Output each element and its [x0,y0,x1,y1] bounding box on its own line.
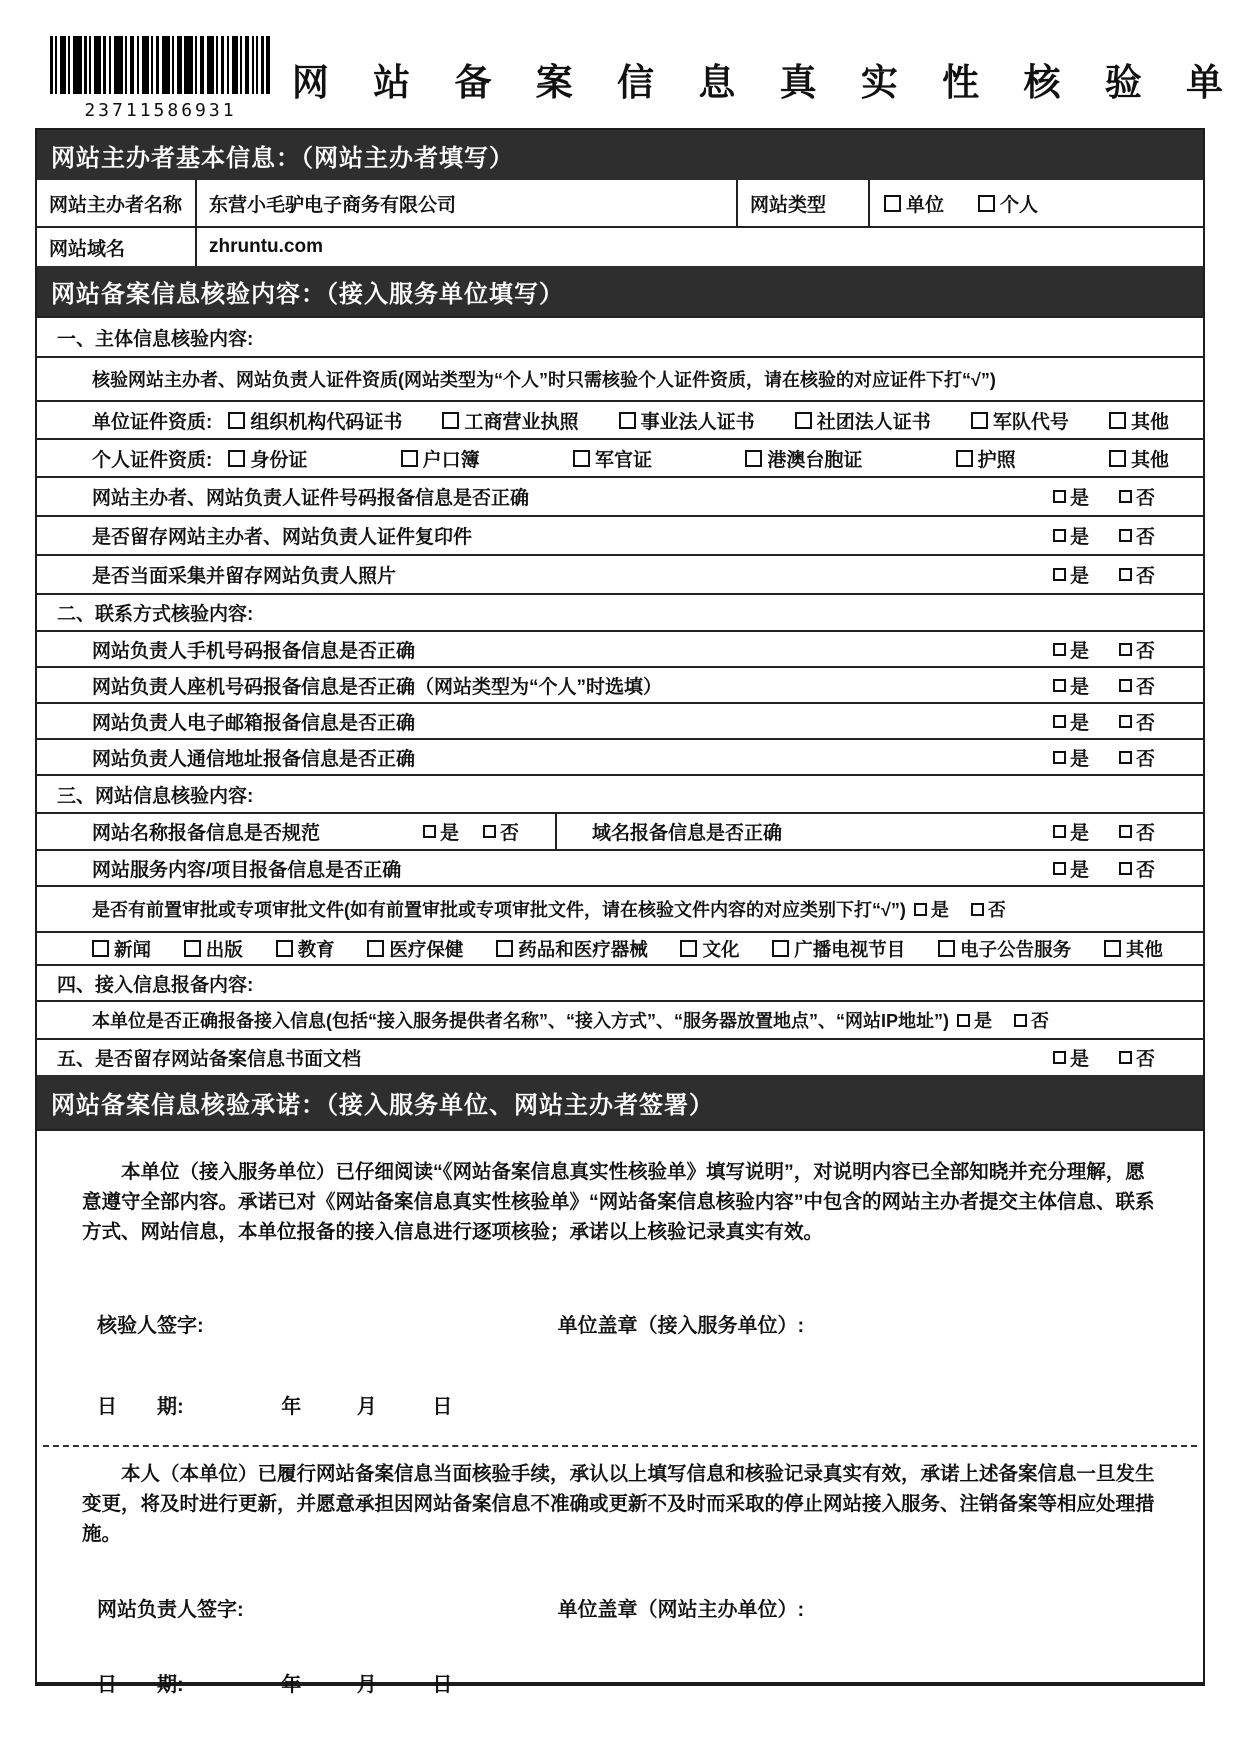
year-label: 年 [281,1396,302,1418]
checkbox-icon[interactable] [1119,1051,1132,1064]
checkbox-icon[interactable] [957,1014,970,1027]
category-checkbox[interactable]: 医疗保健 [367,936,463,962]
row-part1-title [37,316,1203,356]
checkbox-icon[interactable] [1053,490,1066,503]
year-label: 年 [281,1674,302,1696]
row-part2-title [37,593,1203,630]
date-row [37,1668,1203,1697]
yes-checkbox[interactable] [1053,1044,1089,1071]
no-label: 否 [1135,640,1155,662]
row-unit-cert [37,400,1203,438]
row-part3-title [37,774,1203,812]
checkbox-icon[interactable] [1119,751,1132,764]
organizer-name-value[interactable]: 东营小毛驴电子商务有限公司 [209,194,457,216]
checkbox-icon[interactable] [1014,1014,1027,1027]
date-label: 日 期: [97,1674,184,1696]
verification-form-table [35,128,1205,1696]
question-row [37,515,1203,554]
website-type-checkbox[interactable]: 单位 [884,190,944,217]
yes-label: 是 [1069,712,1089,734]
domain-value[interactable]: zhruntu.com [209,236,323,257]
no-checkbox[interactable] [1119,818,1155,845]
no-label: 否 [499,823,519,844]
row-organizer-name [37,180,1203,226]
date-row [37,1390,1203,1419]
category-checkbox[interactable]: 文化 [680,936,739,962]
organizer-seal-label[interactable]: 单位盖章（网站主办单位）: [557,1599,805,1621]
cert-note: 核验网站主办者、网站负责人证件资质(网站类型为“个人”时只需核验个人证件资质，请在核验的对应证件下打“√”) [92,370,996,390]
yes-checkbox[interactable] [1053,708,1089,735]
approval-category-options [92,936,1163,962]
no-label: 否 [1031,1011,1049,1031]
no-checkbox[interactable] [1119,708,1155,735]
personal-cert-checkbox[interactable]: 军官证 [573,445,652,472]
checkbox-icon[interactable] [1053,825,1066,838]
yes-checkbox[interactable] [1053,672,1089,699]
no-checkbox[interactable] [1119,483,1155,510]
no-label: 否 [1135,859,1155,881]
personal-cert-checkbox[interactable]: 户口簿 [401,445,480,472]
website-type-label: 网站类型 [736,180,868,226]
question-row [37,554,1203,593]
unit-cert-checkbox[interactable]: 事业法人证书 [619,407,755,434]
question-label: 网站负责人通信地址报备信息是否正确 [92,748,416,770]
row-approval-categories [37,931,1203,964]
no-checkbox[interactable] [1119,561,1155,588]
no-checkbox[interactable] [1119,1044,1155,1071]
personal-cert-options [212,445,1203,472]
unit-cert-checkbox[interactable]: 社团法人证书 [795,407,931,434]
checkbox-icon[interactable] [483,825,496,838]
row-cert-note [37,356,1203,400]
yes-checkbox[interactable] [1053,522,1089,549]
no-label: 否 [1135,712,1155,734]
isp-seal-label[interactable]: 单位盖章（接入服务单位）: [557,1315,805,1337]
domain-check [557,818,1203,845]
day-label: 日 [432,1674,453,1696]
yes-checkbox[interactable] [423,818,459,845]
checkbox-icon[interactable] [1053,529,1066,542]
checkbox-icon[interactable] [1119,825,1132,838]
website-type-checkbox[interactable]: 个人 [978,190,1038,217]
yes-label: 是 [1069,566,1089,587]
checkbox-icon[interactable] [1119,568,1132,581]
checkbox-icon[interactable] [1119,643,1132,656]
no-label: 否 [1135,676,1155,698]
row-access-question [37,1000,1203,1038]
checkbox-icon[interactable] [1119,715,1132,728]
question-label: 是否有前置审批或专项审批文件(如有前置审批或专项审批文件，请在核验文件内容的对应类别下打“√”) [92,900,906,920]
yes-checkbox[interactable] [1053,855,1089,882]
row-domain [37,226,1203,266]
checkbox-icon[interactable] [1053,679,1066,692]
question-row [37,849,1203,885]
part5-title: 五、是否留存网站备案信息书面文档 [57,1049,362,1070]
yes-label: 是 [1069,640,1089,662]
question-label: 网站负责人手机号码报备信息是否正确 [92,640,416,662]
dashed-divider [43,1445,1197,1447]
no-checkbox[interactable] [483,818,519,845]
row-approval-question [37,885,1203,931]
checkbox-icon[interactable] [971,903,984,916]
no-checkbox[interactable] [1119,744,1155,771]
checkbox-icon[interactable] [1119,490,1132,503]
no-checkbox[interactable] [1119,672,1155,699]
question-label: 网站负责人电子邮箱报备信息是否正确 [92,712,416,734]
checkbox-icon[interactable] [1053,862,1066,875]
category-checkbox[interactable]: 出版 [184,936,243,962]
category-checkbox[interactable]: 药品和医疗器械 [496,936,648,962]
personal-cert-checkbox[interactable]: 护照 [956,445,1016,472]
unit-cert-options [212,407,1203,434]
question-row [37,666,1203,702]
promise-paragraph-2: 本人（本单位）已履行网站备案信息当面核验手续，承认以上填写信息和核验记录真实有效，承诺上述备案信息一旦发生变更，将及时进行更新，并愿意承担因网站备案信息不准确或更新不及时而采取的停止网站接入服务、注销备案等相应处理措施。 [82,1463,1155,1545]
yes-checkbox[interactable] [1053,483,1089,510]
question-label: 网站负责人座机号码报备信息是否正确（网站类型为“个人”时选填） [92,676,663,698]
month-label: 月 [356,1396,377,1418]
checkbox-icon[interactable] [1053,1051,1066,1064]
category-checkbox[interactable]: 广播电视节目 [772,936,905,962]
question-label: 网站主办者、网站负责人证件号码报备信息是否正确 [92,488,530,509]
question-label: 是否当面采集并留存网站负责人照片 [92,566,397,587]
signature-row-verifier [37,1309,1203,1338]
category-checkbox[interactable]: 教育 [276,936,335,962]
personal-cert-checkbox[interactable]: 身份证 [228,445,307,472]
yes-label: 是 [439,823,459,844]
question-row [37,476,1203,515]
no-checkbox[interactable] [1119,855,1155,882]
checkbox-icon[interactable] [1119,862,1132,875]
unit-cert-checkbox[interactable]: 其他 [1109,407,1169,434]
verifier-sign-label[interactable]: 核验人签字: [97,1315,204,1337]
no-label: 否 [1135,1049,1155,1070]
section-header-verify-content: 网站备案信息核验内容：（接入服务单位填写） [37,266,1203,316]
row-part4-title [37,964,1203,1000]
site-manager-sign-label[interactable]: 网站负责人签字: [97,1599,244,1621]
row-part5-question [37,1038,1203,1075]
part3-title: 三、网站信息核验内容: [57,785,254,807]
question-label: 是否留存网站主办者、网站负责人证件复印件 [92,527,473,548]
part4-title: 四、接入信息报备内容: [57,974,254,996]
question-label: 域名报备信息是否正确 [592,823,783,844]
no-label: 否 [1135,566,1155,587]
question-row [37,738,1203,774]
no-label: 否 [1135,527,1155,548]
part2-title: 二、联系方式核验内容: [57,604,254,625]
yes-label: 是 [1069,676,1089,698]
yes-checkbox[interactable] [1053,744,1089,771]
signature-row-site-manager [37,1593,1203,1622]
unit-cert-checkbox[interactable]: 军队代号 [971,407,1069,434]
unit-cert-checkbox[interactable]: 工商营业执照 [442,407,578,434]
checkbox-icon[interactable] [1119,679,1132,692]
date-label: 日 期: [97,1396,184,1418]
no-checkbox[interactable] [1014,1007,1049,1033]
checkbox-icon[interactable] [1119,529,1132,542]
section-header-owner-info: 网站主办者基本信息：（网站主办者填写） [37,130,1203,180]
section-header-promise: 网站备案信息核验承诺：（接入服务单位、网站主办者签署） [37,1075,1203,1129]
yes-checkbox[interactable] [1053,818,1089,845]
yes-checkbox[interactable] [957,1007,992,1033]
no-checkbox[interactable] [971,896,1006,922]
checkbox-icon[interactable] [1053,568,1066,581]
personal-cert-checkbox[interactable]: 其他 [1109,445,1169,472]
barcode-block [45,36,276,121]
yes-label: 是 [1069,823,1089,844]
yes-checkbox[interactable] [914,896,949,922]
yes-label: 是 [1069,748,1089,770]
question-row [37,630,1203,666]
part1-title: 一、主体信息核验内容: [57,328,254,350]
checkbox-icon[interactable] [1053,715,1066,728]
category-checkbox[interactable]: 电子公告服务 [938,936,1071,962]
domain-label: 网站域名 [37,228,197,266]
website-type-options [868,180,1203,226]
no-label: 否 [987,900,1006,920]
personal-cert-label: 个人证件资质: [92,449,213,471]
no-label: 否 [1135,823,1155,844]
month-label: 月 [356,1674,377,1696]
no-checkbox[interactable] [1119,522,1155,549]
barcode-number: 23711586931 [84,100,237,121]
yes-label: 是 [1069,527,1089,548]
page-title: 网 站 备 案 信 息 真 实 性 核 验 单 [291,62,1240,103]
barcode-image [50,36,270,94]
yes-label: 是 [1069,1049,1089,1070]
question-label: 网站服务内容/项目报备信息是否正确 [92,859,402,881]
unit-cert-label: 单位证件资质: [92,411,213,433]
day-label: 日 [432,1396,453,1418]
form-header [0,0,1240,128]
site-name-check [37,814,557,849]
question-label: 本单位是否正确报备接入信息(包括“接入服务提供者名称”、“接入方式”、“服务器放置地点”、“网站IP地址”) [92,1011,949,1031]
category-checkbox[interactable]: 其他 [1104,936,1163,962]
personal-cert-checkbox[interactable]: 港澳台胞证 [745,445,862,472]
row-personal-cert [37,438,1203,476]
checkbox-icon[interactable] [1053,643,1066,656]
yes-checkbox[interactable] [1053,561,1089,588]
question-row [37,702,1203,738]
no-label: 否 [1135,748,1155,770]
yes-label: 是 [974,1011,992,1031]
checkbox-icon[interactable] [914,903,927,916]
yes-label: 是 [1069,488,1089,509]
category-checkbox[interactable]: 新闻 [92,936,151,962]
checkbox-icon[interactable] [1053,751,1066,764]
organizer-name-label: 网站主办者名称 [37,180,197,226]
yes-label: 是 [1069,859,1089,881]
question-label: 网站名称报备信息是否规范 [92,823,321,844]
checkbox-icon[interactable] [423,825,436,838]
promise-paragraph-1: 本单位（接入服务单位）已仔细阅读“《网站备案信息真实性核验单》填写说明”，对说明内容已全部知晓并充分理解，愿意遵守全部内容。承诺已对《网站备案信息真实性核验单》“网站备案信息核验内容”中包含的网站主办者提交主体信息、联系方式、网站信息，本单位报备的接入信息进行逐项核验；承诺以上核验记录真实有效。 [82,1161,1155,1243]
yes-checkbox[interactable] [1053,636,1089,663]
unit-cert-checkbox[interactable]: 组织机构代码证书 [228,407,402,434]
row-name-domain-check [37,812,1203,849]
promise-cell [37,1129,1203,1696]
no-checkbox[interactable] [1119,636,1155,663]
no-label: 否 [1135,488,1155,509]
yes-label: 是 [930,900,949,920]
